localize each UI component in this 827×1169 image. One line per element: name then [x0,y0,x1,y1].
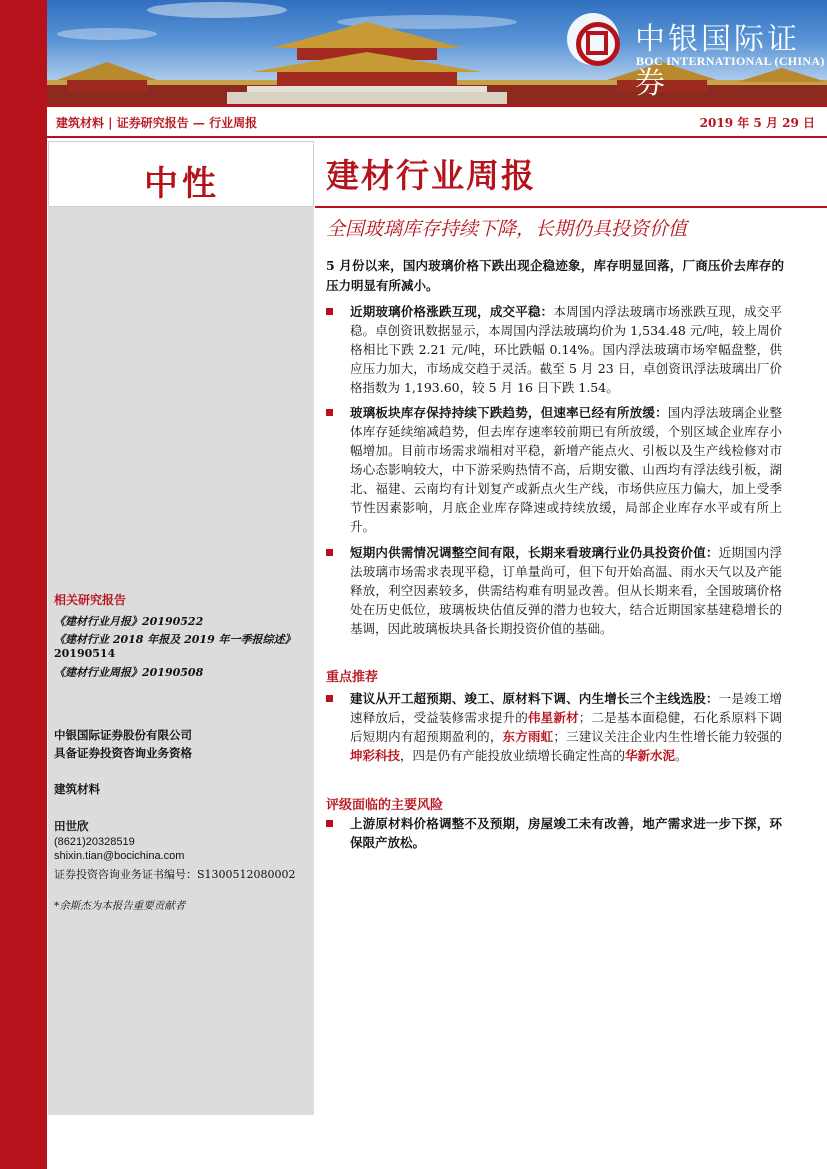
report-date: 2019 年 5 月 29 日 [699,116,815,130]
title-divider [315,206,827,208]
bullet-body: 国内浮法玻璃企业整体库存延续缩减趋势，但去库存速率较前期已有所放缓，个别区域企业库存小幅增加。目前市场需求端相对平稳，新增产能点火、引板以及生产线检修对市场心态影响较大，中下游采购热情不高，后期安徽、山西均有浮法线引板，湖北、福建、云南均有计划复产或新点火生产线，市场供应压力偏大，加上受季节性因素影响，月底企业库存降速或持续放缓，局部企业库存水平或有所上升。 [350,405,782,534]
bullet-lead: 近期玻璃价格涨跌互现，成交平稳： [350,304,554,319]
recommend-text: ，四是仍有产能投放业绩增长确定性高的 [400,748,626,763]
bullet-square-icon [326,409,333,416]
recommend-text: 一是竣工增速释放后，受益装修需求提升的 [350,691,782,725]
left-accent-bar [0,0,47,1169]
summary-paragraph: 5 月份以来，国内玻璃价格下跌出现企稳迹象，库存明显回落，厂商压价去库存的压力明显有所减小。 [326,258,784,293]
related-report-item: 《建材行业周报》20190508 [54,666,204,679]
bullet-square-icon [326,549,333,556]
sector-label: 建筑材料 [54,782,100,796]
header-banner [47,0,827,104]
analyst-email: shixin.tian@bocichina.com [54,850,185,862]
related-reports-title: 相关研究报告 [54,593,127,607]
analyst-name: 田世欣 [54,819,89,833]
bullet-square-icon [326,308,333,315]
risk-text: 上游原材料价格调整不及预期，房屋竣工未有改善，地产需求进一步下探，环保限产放松。 [350,816,782,850]
list-item [326,814,782,852]
page-subtitle: 全国玻璃库存持续下降，长期仍具投资价值 [326,218,688,240]
analyst-license: 证券投资咨询业务证书编号：S1300512080002 [54,868,296,881]
bullet-body: 本周国内浮法玻璃市场涨跌互现，成交平稳。卓创资讯数据显示，本周国内浮法玻璃均价为 1,534.48 元/吨，较上周价格相比下跌 2.21 元/吨，环比跌幅 0.14%。国内浮法玻璃市场窄幅盘整，供应压力加大，市场成交趋于灵活。截至 5 月 23 日，卓创资讯浮法玻璃出厂价格指数为 1,193.60，较 5 月 16 日下跌 1.54。 [350,304,782,395]
brand-name-en: BOC INTERNATIONAL (CHINA) [636,54,825,68]
bullet-square-icon [326,820,333,827]
related-report-item: 《建材行业 2018 年报及 2019 年一季报综述》 [54,633,296,646]
bullet-square-icon [326,695,333,702]
list-item [326,543,782,638]
related-report-item: 20190514 [54,647,116,660]
recommend-text: ；三建议关注企业内生性增长能力较强的 [553,729,782,744]
related-report-item: 《建材行业月报》20190522 [54,615,204,628]
contributor-note: *余斯杰为本报告重要贡献者 [54,900,186,912]
boc-logo-icon [567,13,619,65]
sidebar [48,141,314,1115]
list-item [326,689,782,765]
list-item [326,302,782,397]
analyst-phone: (8621)20328519 [54,836,135,848]
recommend-text: 。 [675,748,688,763]
rating-label: 中性 [144,164,220,204]
company-name: 中银国际证券股份有限公司 [54,728,192,742]
bullet-body: 近期国内浮法玻璃市场需求表现平稳，订单量尚可，但下旬开始高温、雨水天气以及产能释放，利空因素较多，供需结构难有明显改善。但从长期来看，全国玻璃价格处在历史低位，玻璃板块估值反弹的潜力也较大，结合近期国家基建稳增长的基调，因此玻璃板块具备长期投资价值的基础。 [350,545,782,636]
bullet-lead: 玻璃板块库存保持持续下跌趋势，但速率已经有所放缓： [350,405,668,420]
list-item [326,403,782,536]
report-category: 建筑材料 | 证券研究报告 — 行业周报 [56,116,258,130]
stock-pick: 东方雨虹 [502,729,554,744]
company-qualification: 具备证券投资咨询业务资格 [54,746,192,760]
brand-name-cn: 中银国际证券 [635,22,800,101]
recommend-text: ；二是基本面稳健，石化系原料下调后短期内有超预期盈利的， [350,710,782,744]
recommend-title: 重点推荐 [326,670,379,685]
bullet-lead: 建议从开工超预期、竣工、原材料下调、内生增长三个主线选股： [350,691,719,706]
stock-pick: 伟星新材 [527,710,579,725]
report-header-strip [47,104,827,138]
rating-box [48,141,314,207]
stock-pick: 华新水泥 [625,748,676,763]
stock-pick: 坤彩科技 [350,748,401,763]
bullet-lead: 短期内供需情况调整空间有限，长期来看玻璃行业仍具投资价值： [350,545,719,560]
page-title: 建材行业周报 [326,156,536,195]
risk-title: 评级面临的主要风险 [326,798,444,813]
